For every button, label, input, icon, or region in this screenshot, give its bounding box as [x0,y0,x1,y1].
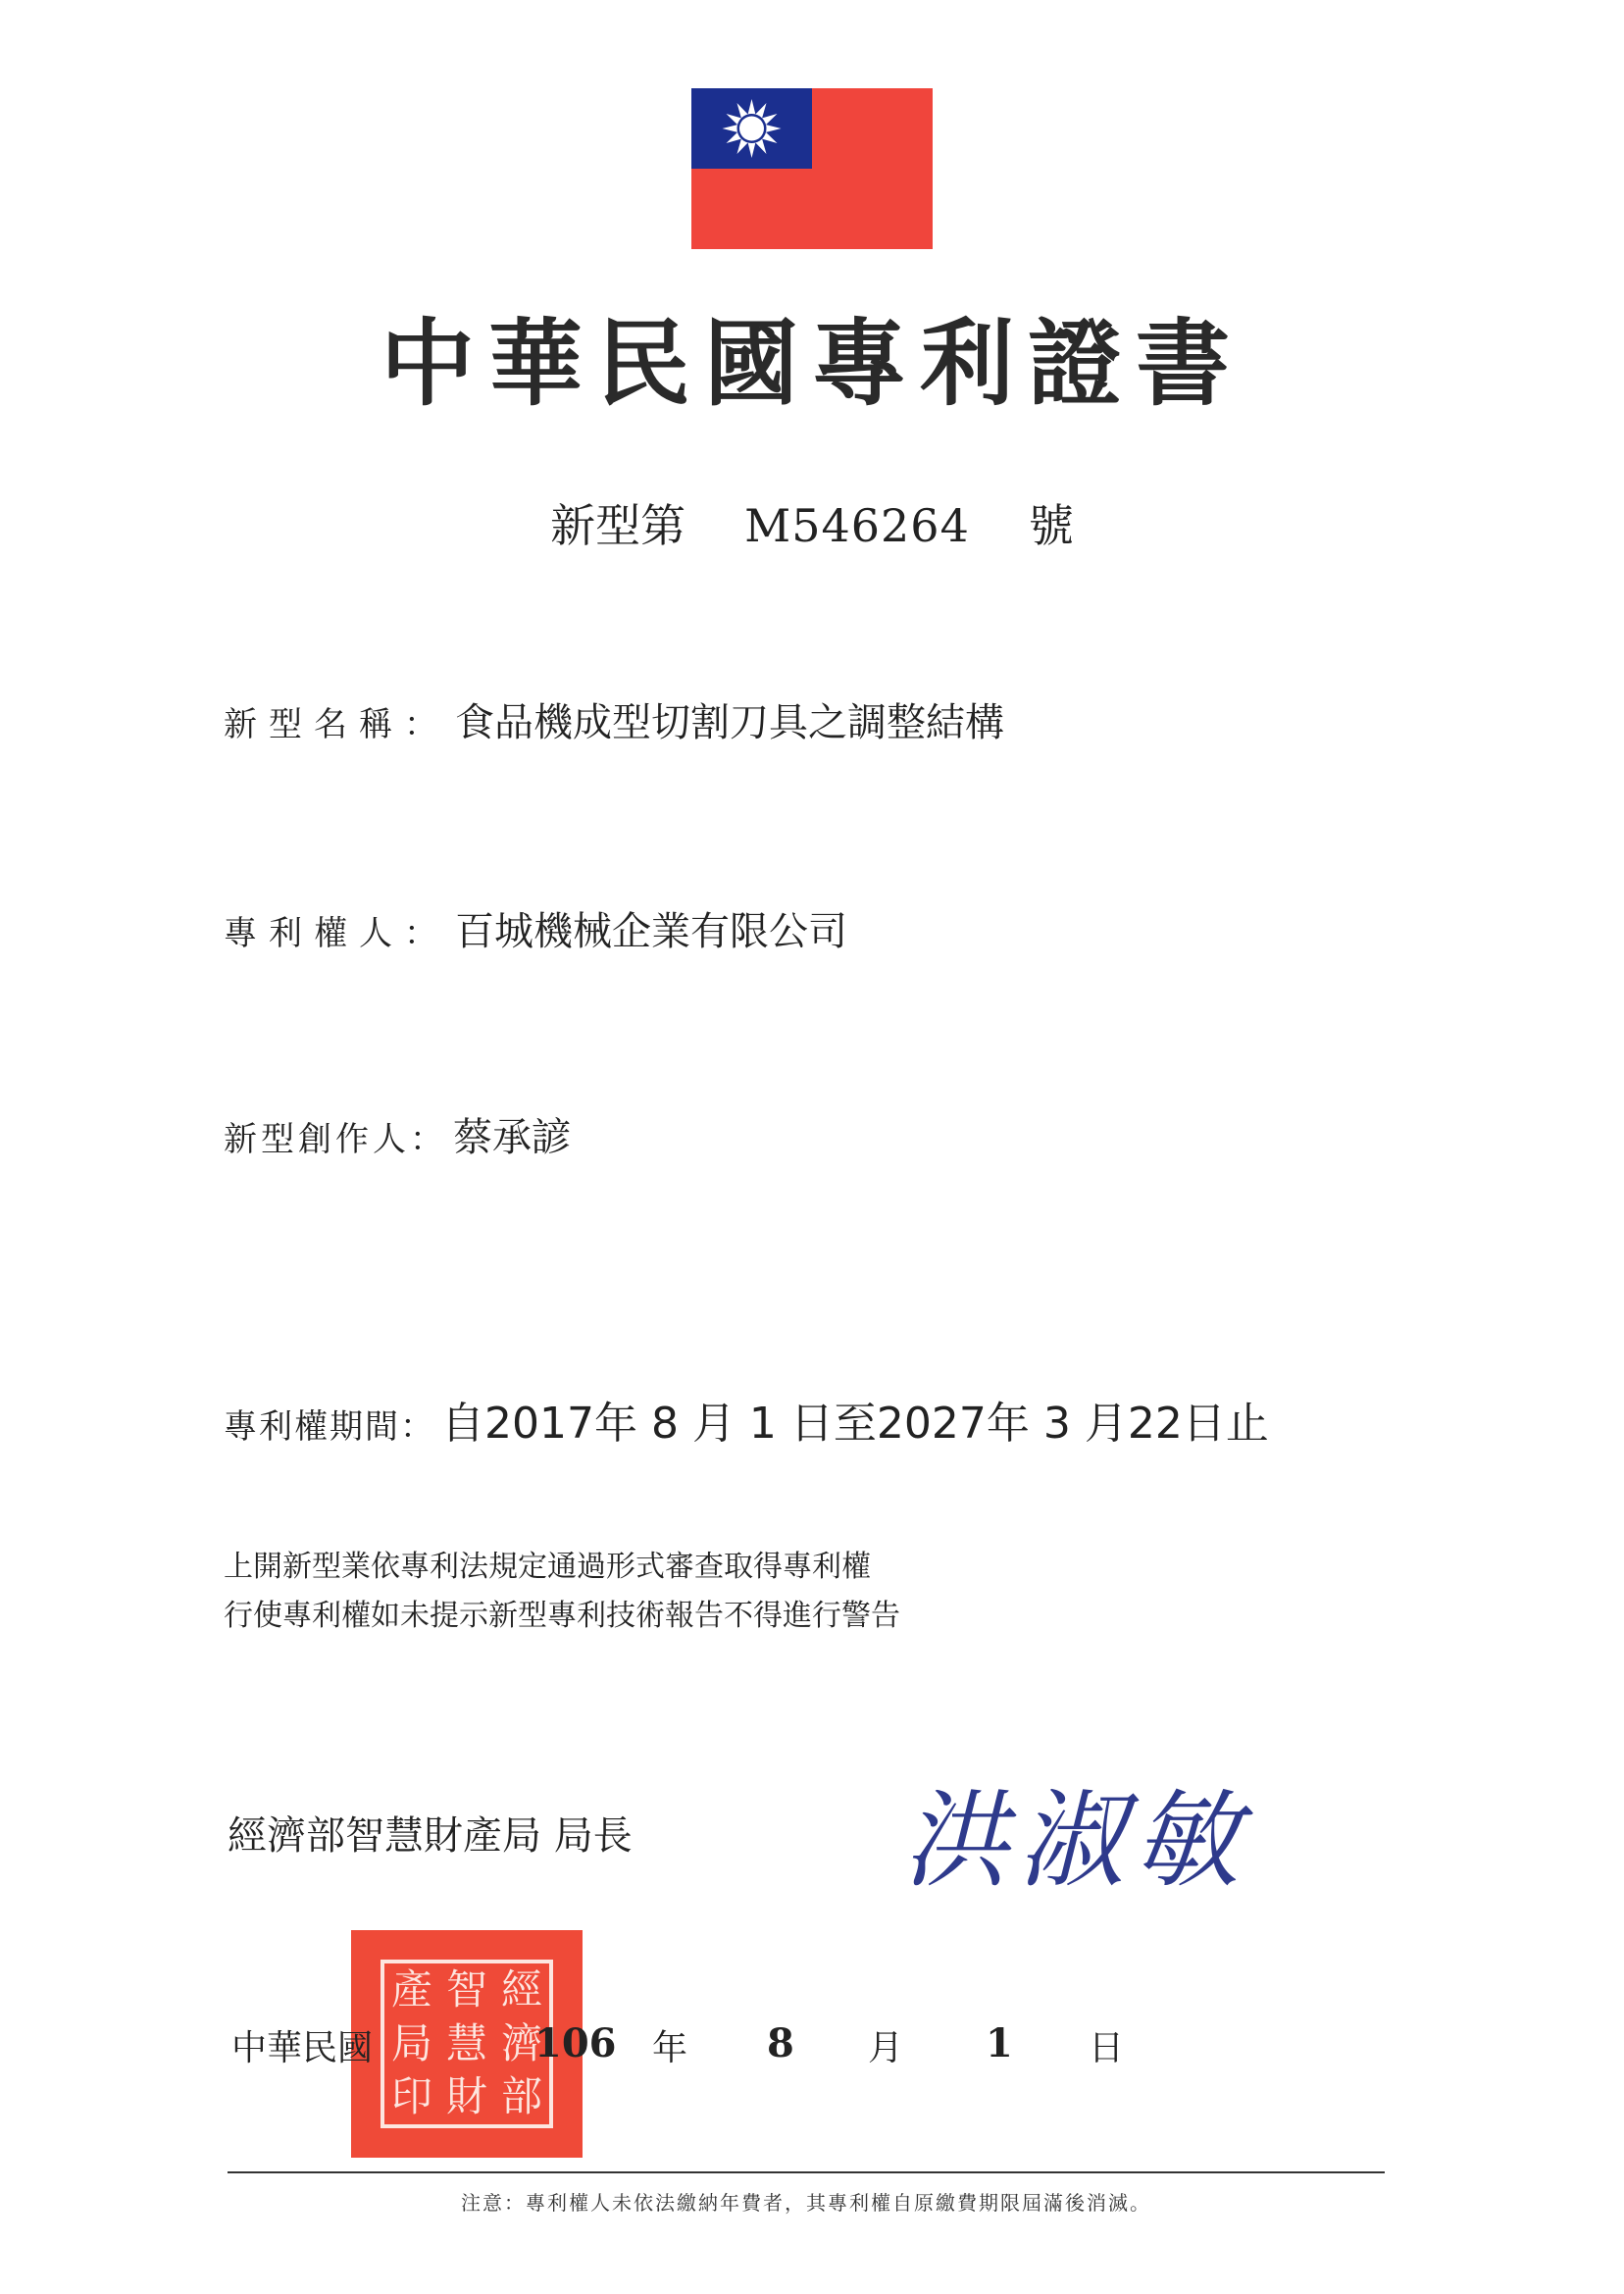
field-label: 專利權人： [224,914,449,953]
seal-char: 財 [445,2072,487,2121]
field-value: 自2017年 8 月 1 日至2027年 3 月22日止 [441,1399,1269,1449]
field-utility-model-name [224,691,1004,747]
field-value: 蔡承諺 [453,1115,571,1160]
field-value: 百城機械企業有限公司 [455,909,847,954]
patent-number-prefix: 新型第 [550,499,686,552]
seal-char: 產 [390,1965,432,2014]
seal-char: 局 [390,2018,432,2067]
issue-date-year: 106 [534,2020,617,2066]
patent-number-line [0,490,1624,555]
field-creator [224,1106,571,1162]
seal-char: 慧 [445,2018,487,2067]
field-patent-term [224,1388,1269,1451]
issue-date-month: 8 [767,2020,794,2066]
white-sun-icon [691,88,812,169]
issue-date-year-unit: 年 [652,2028,688,2068]
director-signature: 洪淑敏 [902,1780,1250,1903]
notice-line-2: 行使專利權如未提示新型專利技術報告不得進行警告 [224,1599,900,1633]
footnote: 注意：專利權人未依法繳納年費者，其專利權自原繳費期限屆滿後消滅。 [461,2191,1151,2215]
issue-date-month-unit: 月 [868,2028,904,2068]
seal-char: 智 [445,1965,487,2014]
seal-char: 部 [500,2072,542,2121]
seal-char: 印 [390,2072,432,2121]
issue-date-prefix: 中華民國 [231,2028,374,2068]
seal-characters [384,1963,549,2124]
field-label: 新型名稱： [224,705,449,744]
seal-char: 濟 [500,2018,542,2067]
field-label: 新型創作人： [224,1120,447,1159]
field-label: 專利權期間： [224,1407,435,1447]
patent-number: M546264 [744,499,970,552]
certificate-title: 中華民國專利證書 [381,308,1243,419]
patent-number-suffix: 號 [1028,499,1074,552]
notice-line-1: 上開新型業依專利法規定通過形式審查取得專利權 [224,1550,871,1584]
footer-divider [228,2171,1385,2173]
seal-char: 經 [500,1965,542,2014]
field-value: 食品機成型切割刀具之調整結構 [455,700,1004,745]
issue-date-day: 1 [986,2020,1013,2066]
director-title: 經濟部智慧財產局 局長 [228,1813,633,1859]
field-patentee [224,900,847,956]
flag-image [691,88,933,249]
issue-date-day-unit: 日 [1089,2028,1125,2068]
